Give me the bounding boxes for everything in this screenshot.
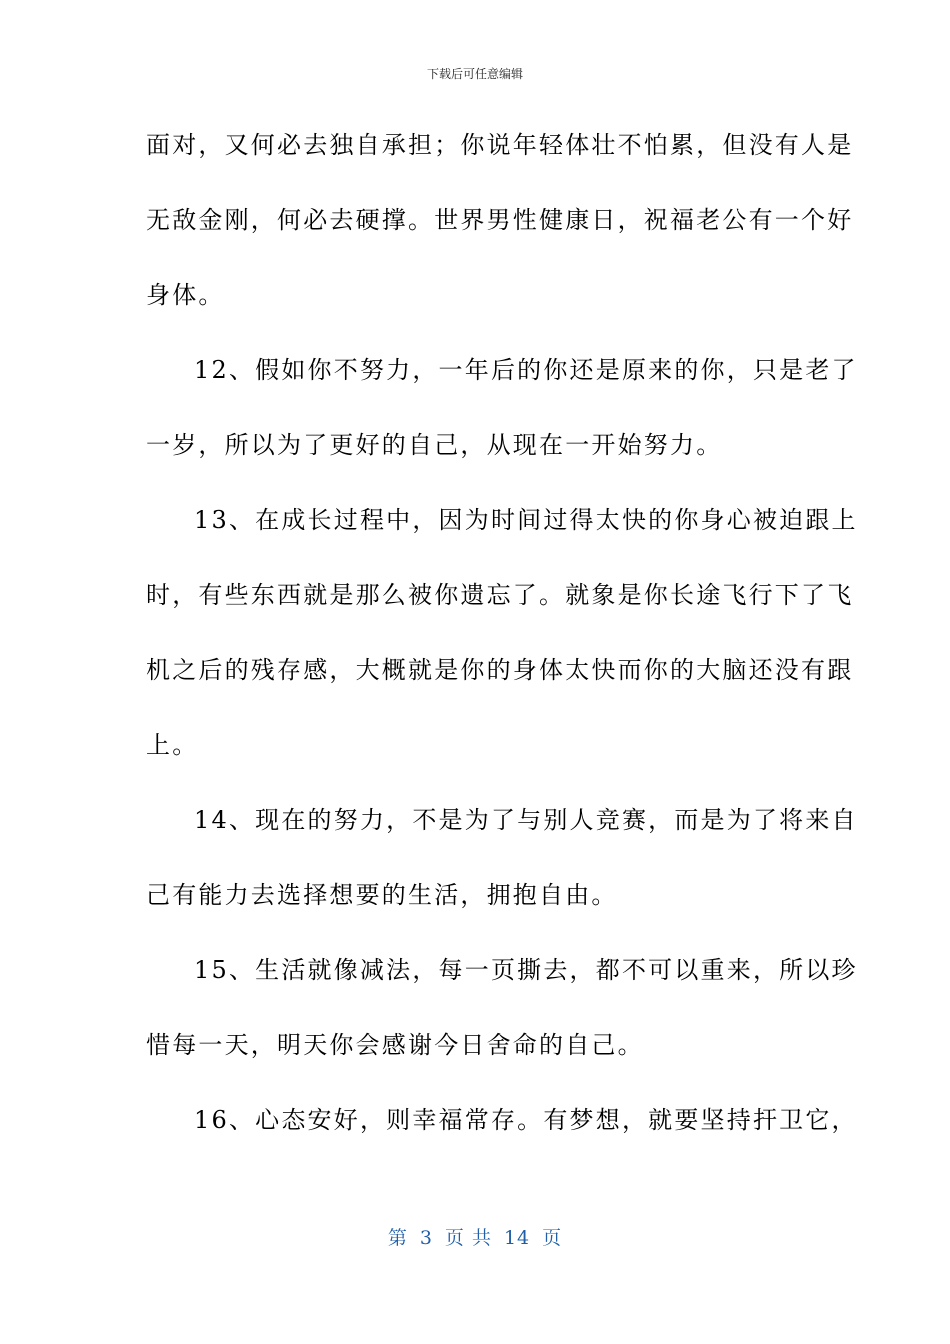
footer-prefix: 第 (387, 1227, 408, 1249)
text-line: 惜每一天，明天你会感谢今日舍命的自己。 (146, 1031, 644, 1059)
text-line: 身体。 (146, 281, 225, 309)
text-line: 机之后的残存感，大概就是你的身体太快而你的大脑还没有跟 (146, 656, 854, 684)
page-number-footer (0, 1226, 950, 1250)
text-line: 一岁，所以为了更好的自己，从现在一开始努力。 (146, 431, 723, 459)
footer-middle: 页 共 (444, 1227, 492, 1249)
paragraph-16-first-line: 16、心态安好，则幸福常存。有梦想，就要坚持扞卫它， (194, 1106, 858, 1134)
text-line: 时，有些东西就是那么被你遗忘了。就象是你长途飞行下了飞 (146, 581, 854, 609)
text-line: 面对，又何必去独自承担；你说年轻体壮不怕累，但没有人是 (146, 131, 854, 159)
paragraph-14-first-line: 14、现在的努力，不是为了与别人竞赛，而是为了将来自 (194, 806, 858, 834)
page-header: 下载后可任意编辑 (426, 67, 523, 81)
paragraph-12-first-line: 12、假如你不努力，一年后的你还是原来的你，只是老了 (194, 356, 858, 384)
text-line: 上。 (146, 731, 199, 759)
total-page-count: 14 (503, 1227, 531, 1249)
text-line: 无敌金刚，何必去硬撑。世界男性健康日，祝福老公有一个好 (146, 206, 854, 234)
document-body (146, 120, 858, 1170)
paragraph-15-first-line: 15、生活就像减法，每一页撕去，都不可以重来，所以珍 (194, 956, 858, 984)
current-page-number: 3 (419, 1227, 433, 1249)
text-line: 己有能力去选择想要的生活，拥抱自由。 (146, 881, 618, 909)
footer-suffix: 页 (542, 1227, 563, 1249)
paragraph-13-first-line: 13、在成长过程中，因为时间过得太快的你身心被迫跟上 (194, 506, 858, 534)
